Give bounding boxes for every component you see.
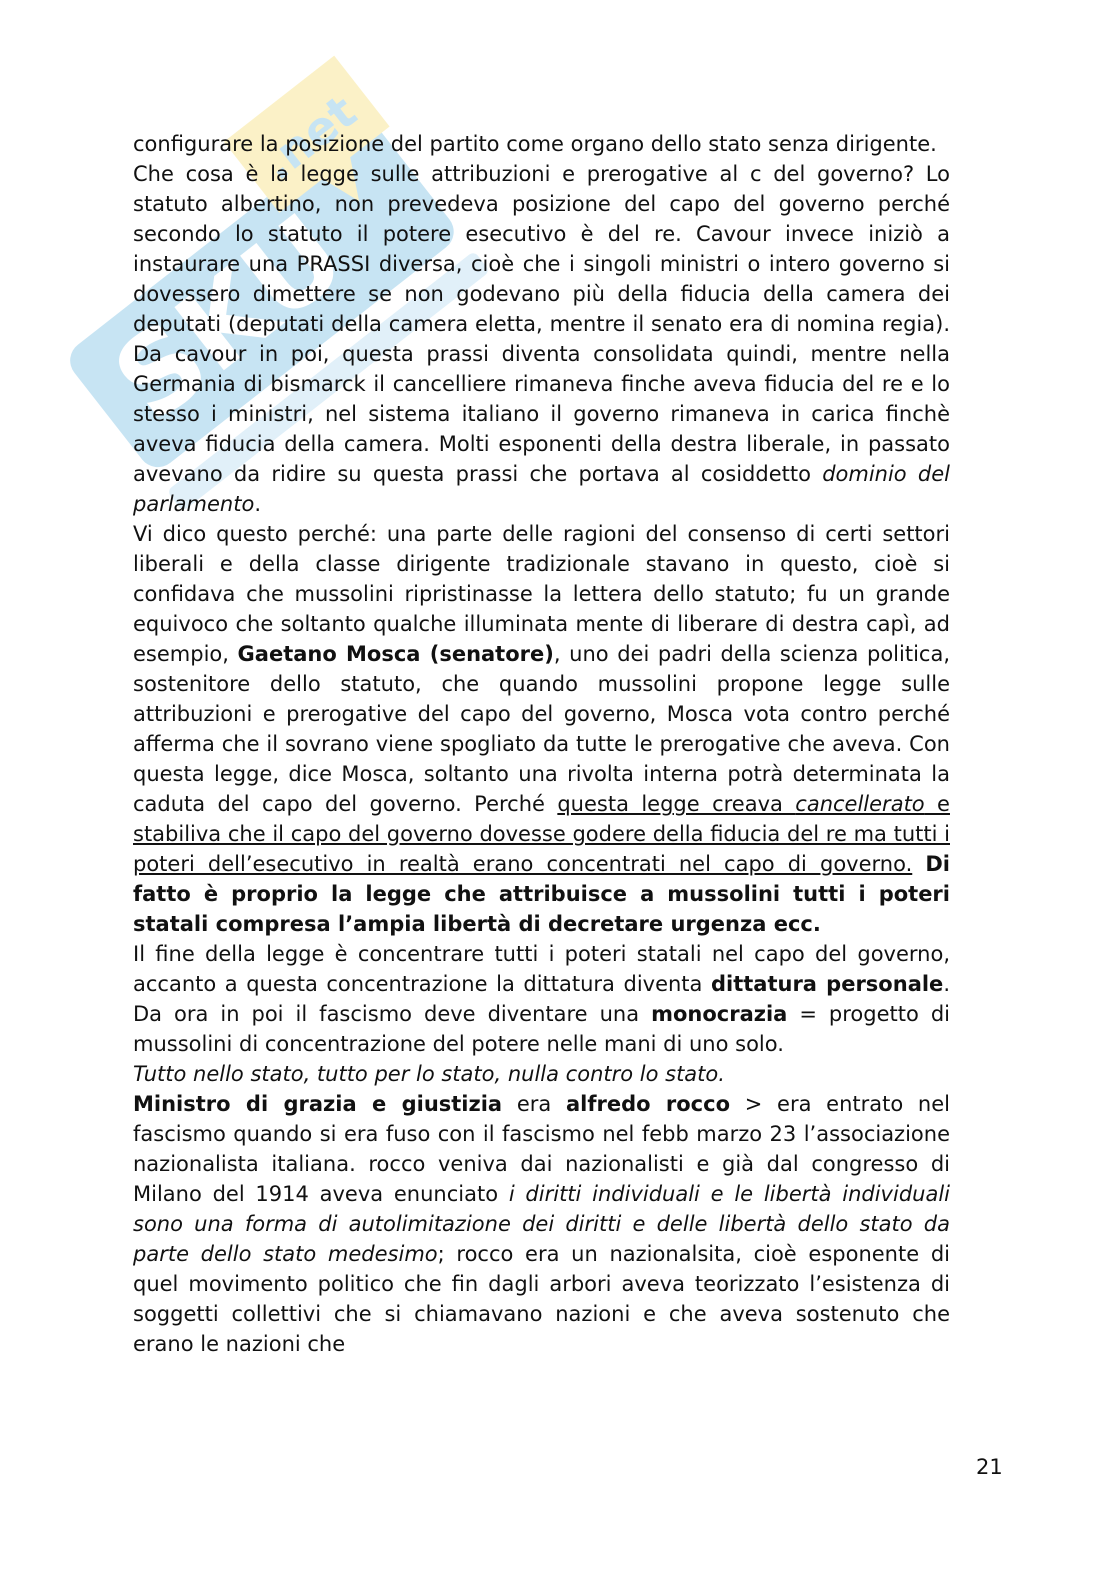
text-run: Tutto nello stato, tutto per lo stato, nulla contro lo stato.: [133, 1062, 725, 1086]
text-run: . Da ora in poi il fascismo deve diventare una: [133, 972, 950, 1026]
text-run: Gaetano Mosca (senatore): [237, 642, 554, 666]
text-run: [912, 852, 925, 876]
document-body: [133, 129, 950, 1359]
text-run: , uno dei padri della scienza politica, sostenitore dello statuto, che quando mussolini propone legge sulle attribuzioni e prerogative del capo del governo, Mosca vota contro perché afferma che il sovrano viene spogliato da tutte le prerogative che aveva. Con questa legge, dice Mosca, soltanto una rivolta interna potrà determinata la caduta del capo del governo. Perché: [133, 642, 950, 816]
text-run: questa legge creava: [557, 792, 796, 816]
text-run: > era entrato nel fascismo quando si era fuso con il fascismo nel febb marzo 23 l’associazione nazionalista italiana. rocco veniva dai nazionalisti e già dal congresso di Milano del 1914 aveva enunciato: [133, 1092, 950, 1206]
paragraph-1: [133, 129, 950, 159]
paragraph-6: [133, 1089, 950, 1359]
text-run: era: [502, 1092, 566, 1116]
text-run: dittatura personale: [710, 972, 944, 996]
text-run: Che cosa è la legge sulle attribuzioni e prerogative al c del governo? Lo statuto albertino, non prevedeva posizione del capo del governo perché secondo lo statuto il potere esecutivo è del re. Cavour invece iniziò a instaurare una PRASSI diversa, cioè che i singoli ministri o intero governo si dovessero dimettere se non godevano più della fiducia della camera dei deputati (deputati della camera eletta, mentre il senato era di nomina regia). Da cavour in poi, questa prassi diventa consolidata quindi, mentre nella Germania di bismarck il cancelliere rimaneva finche aveva fiducia del re e lo stesso i ministri, nel sistema italiano il governo rimaneva in carica finchè aveva fiducia della camera. Molti esponenti della destra liberale, in passato avevano da ridire su questa prassi che portava al cosiddetto: [133, 162, 950, 486]
paragraph-3: [133, 519, 950, 939]
paragraph-5: [133, 1059, 950, 1089]
text-run: i diritti individuali e le libertà individuali sono una forma di autolimitazione dei diritti e delle libertà dello stato da parte dello stato medesimo: [133, 1182, 950, 1266]
text-run: Il fine della legge è concentrare tutti i poteri statali nel capo del governo, accanto a questa concentrazione la dittatura diventa: [133, 942, 950, 996]
text-run: e stabiliva che il capo del governo dovesse godere della fiducia del re ma tutti i poteri dell’esecutivo in realtà erano concentrati nel capo di governo.: [133, 792, 950, 876]
paragraph-2: [133, 159, 950, 519]
text-run: ; rocco era un nazionalsita, cioè esponente di quel movimento politico che fin dagli arbori aveva teorizzato l’esistenza di soggetti collettivi che si chiamavano nazioni e che aveva sostenuto che erano le nazioni che: [133, 1242, 950, 1356]
text-run: .: [254, 492, 261, 516]
text-run: = progetto di mussolini di concentrazione del potere nelle mani di uno solo.: [133, 1002, 950, 1056]
text-run: monocrazia: [651, 1002, 788, 1026]
paragraph-4: [133, 939, 950, 1059]
text-run: configurare la posizione del partito come organo dello stato senza dirigente.: [133, 132, 937, 156]
watermark-logo-net-letters: .net: [251, 84, 367, 191]
text-run: cancellerato: [795, 792, 925, 816]
text-run: dominio del parlamento: [133, 462, 950, 516]
text-run: Vi dico questo perché: una parte delle ragioni del consenso di certi settori liberali e della classe dirigente tradizionale stavano in questo, cioè si confidava che mussolini ripristinasse la lettera dello statuto; fu un grande equivoco che soltanto qualche illuminata mente di liberare di destra capì, ad esempio,: [133, 522, 950, 666]
page-number: 21: [976, 1455, 1003, 1479]
text-run: Ministro di grazia e giustizia: [133, 1092, 503, 1116]
text-run: alfredo rocco: [565, 1092, 730, 1116]
watermark-logo-letters: SKU: [90, 189, 368, 446]
text-run: Di fatto è proprio la legge che attribuisce a mussolini tutti i poteri statali compresa l’ampia libertà di decretare urgenza ecc.: [133, 852, 950, 936]
